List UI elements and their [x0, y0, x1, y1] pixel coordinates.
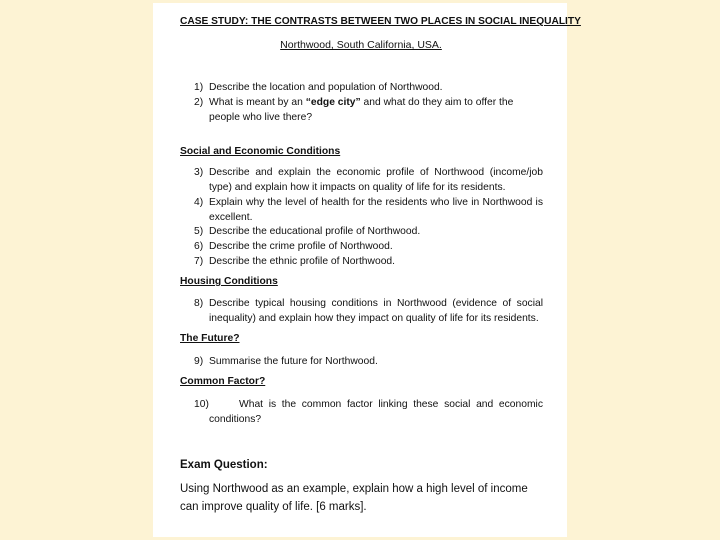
exam-question-text: Using Northwood as an example, explain how a high level of income can improve quality of life. [6 marks]. — [180, 483, 528, 513]
question-item — [194, 240, 543, 255]
section-heading-social: Social and Economic Conditions — [180, 146, 341, 157]
question-number: 4) — [194, 197, 204, 208]
question-text: Describe the crime profile of Northwood. — [209, 241, 393, 252]
question-text — [209, 96, 543, 126]
section-heading-future: The Future? — [180, 333, 240, 344]
question-item — [194, 255, 543, 270]
question-text: Describe the ethnic profile of Northwood. — [209, 256, 396, 267]
document-page — [153, 3, 581, 537]
question-text: Describe typical housing conditions in Northwood (evidence of social inequality) and explain how they impact on quality of life for its residents. — [209, 298, 543, 324]
edge-city-term: “edge city” — [305, 97, 361, 108]
section-heading-common: Common Factor? — [180, 376, 266, 387]
question-number: 8) — [194, 298, 204, 309]
question-number: 2) — [194, 97, 204, 108]
page-subtitle: Northwood, South California, USA. — [280, 39, 442, 51]
question-number: 9) — [194, 356, 204, 367]
question-text: Describe the educational profile of Northwood. — [209, 226, 421, 237]
question-number: 7) — [194, 256, 204, 267]
question-number: 3) — [194, 167, 204, 178]
question-text: Describe and explain the economic profile of Northwood (income/job type) and explain how it impacts on quality of life for its residents. — [209, 167, 543, 193]
question-item — [194, 81, 543, 96]
question-text: What is the common factor linking these social and economic conditions? — [209, 399, 543, 425]
question-item — [194, 96, 543, 126]
question-text: Summarise the future for Northwood. — [209, 356, 378, 367]
question-text: Describe the location and population of Northwood. — [209, 82, 443, 93]
question-number: 10) — [194, 399, 209, 410]
question-item — [194, 297, 543, 327]
question-text: Explain why the level of health for the residents who live in Northwood is excellent. — [209, 197, 543, 223]
question-number: 5) — [194, 226, 204, 237]
question-item — [194, 355, 543, 370]
exam-question-heading: Exam Question: — [180, 459, 268, 471]
question-item — [194, 196, 543, 226]
question-item — [194, 398, 543, 428]
question-text-part: What is meant by an — [209, 97, 306, 108]
question-number: 1) — [194, 82, 204, 93]
page-title: CASE STUDY: THE CONTRASTS BETWEEN TWO PLACES IN SOCIAL INEQUALITY — [180, 16, 581, 27]
question-number: 6) — [194, 241, 204, 252]
question-item — [194, 166, 543, 196]
section-heading-housing: Housing Conditions — [180, 276, 278, 287]
question-text-part: and what do they aim to offer the people who live there? — [209, 97, 514, 123]
question-item — [194, 225, 543, 240]
